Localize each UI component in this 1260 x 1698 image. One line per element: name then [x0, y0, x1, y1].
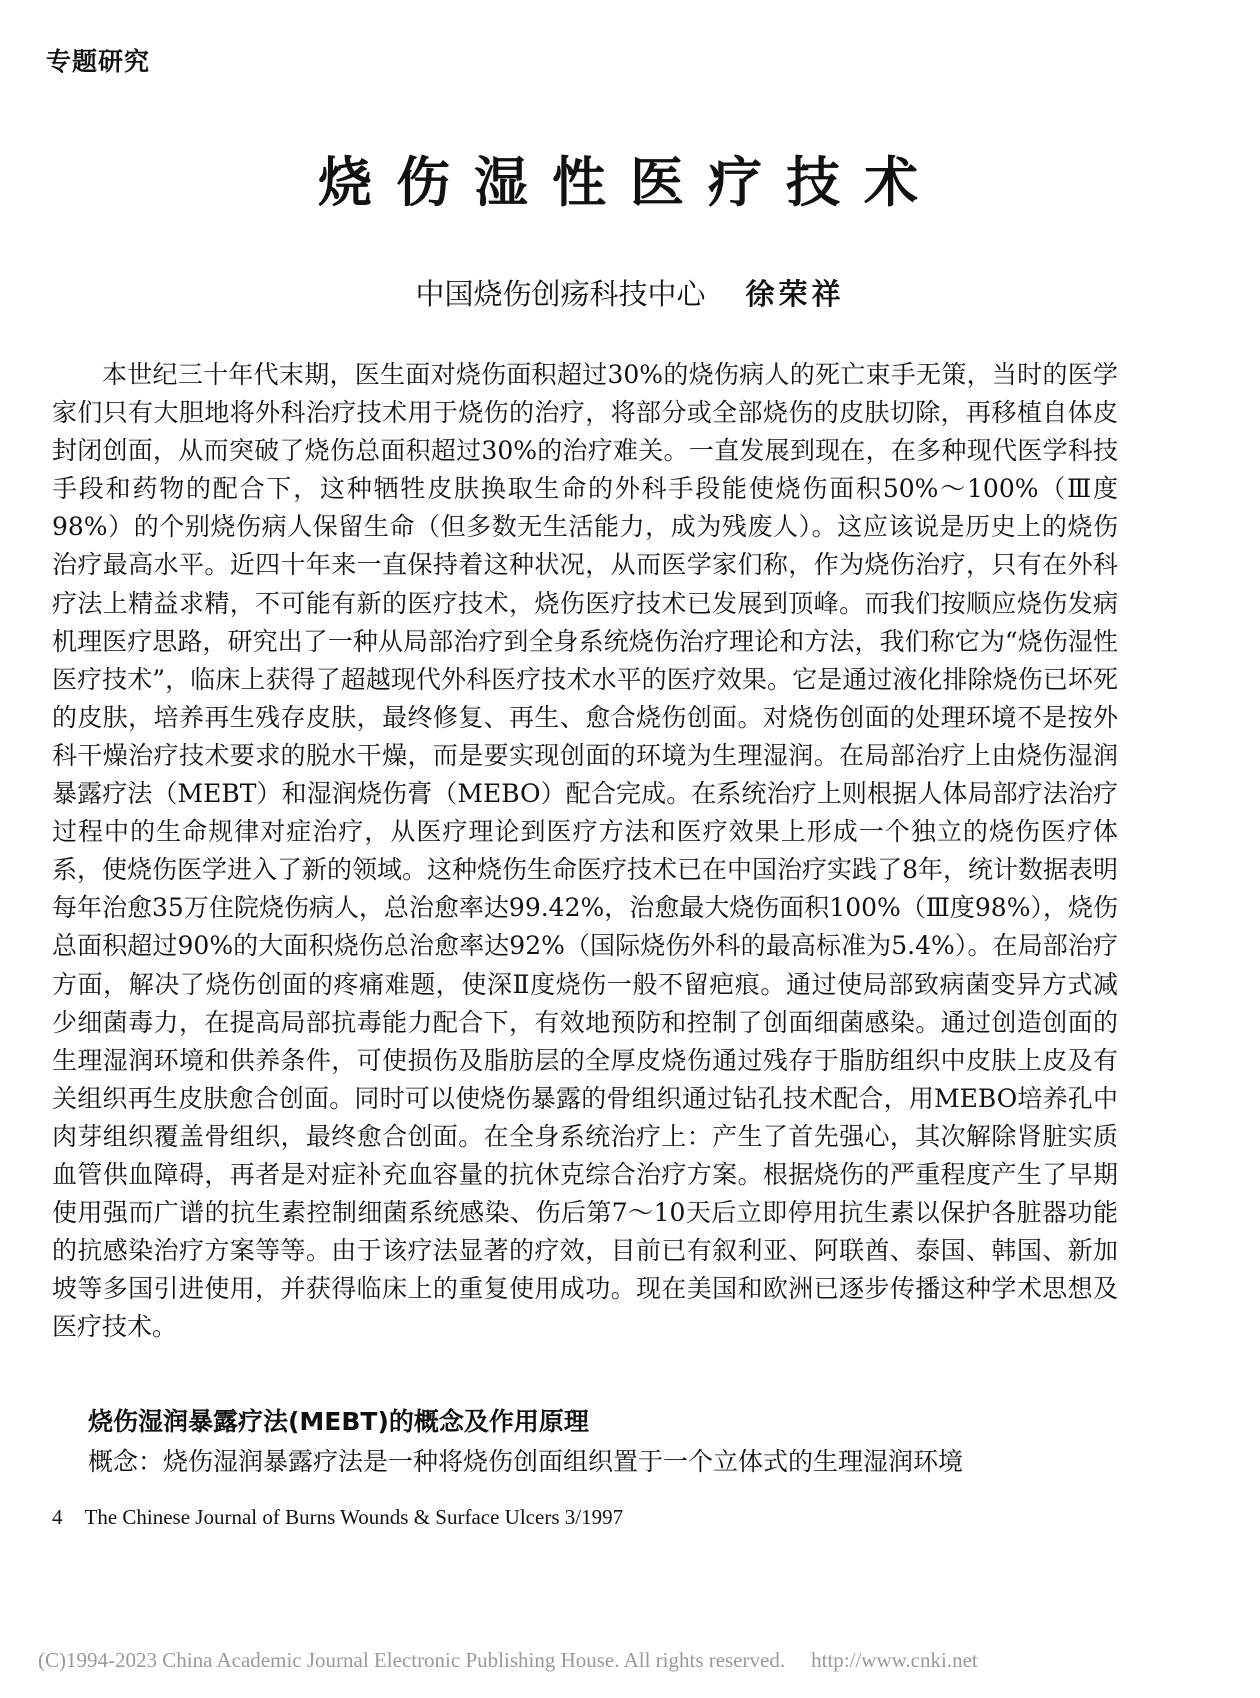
journal-citation: The Chinese Journal of Burns Wounds & Surface Ulcers 3/1997 — [84, 1505, 624, 1529]
byline — [0, 272, 1260, 313]
section-label: 专题研究 — [46, 47, 151, 76]
page-footer — [52, 1505, 623, 1530]
copyright-notice-line — [38, 1648, 978, 1673]
copyright-notice: (C)1994-2023 China Academic Journal Electronic Publishing House. All rights reserved. — [38, 1648, 786, 1672]
concept-text: 概念：烧伤湿润暴露疗法是一种将烧伤创面组织置于一个立体式的生理湿润环境 — [88, 1447, 964, 1476]
author-name: 徐荣祥 — [745, 277, 845, 311]
author-affiliation: 中国烧伤创疡科技中心 — [415, 277, 706, 311]
article-title: 烧伤湿性医疗技术 — [318, 151, 942, 214]
section-heading: 烧伤湿润暴露疗法(MEBT)的概念及作用原理 — [88, 1407, 589, 1436]
publisher-url[interactable]: http://www.cnki.net — [811, 1648, 978, 1672]
page-number: 4 — [52, 1505, 63, 1529]
body-paragraph: 本世纪三十年代末期，医生面对烧伤面积超过30%的烧伤病人的死亡束手无策，当时的医学家们只有大胆地将外科治疗技术用于烧伤的治疗，将部分或全部烧伤的皮肤切除，再移植自体皮封闭创面，从而突破了烧伤总面积超过30%的治疗难关。一直发展到现在，在多种现代医学科技手段和药物的配合下，这种牺牲皮肤换取生命的外科手段能使烧伤面积50%～100%（Ⅲ度98%）的个别烧伤病人保留生命（但多数无生活能力，成为残废人）。这应该说是历史上的烧伤治疗最高水平。近四十年来一直保持着这种状况，从而医学家们称，作为烧伤治疗，只有在外科疗法上精益求精，不可能有新的医疗技术，烧伤医疗技术已发展到顶峰。而我们按顺应烧伤发病机理医疗思路，研究出了一种从局部治疗到全身系统烧伤治疗理论和方法，我们称它为“烧伤湿性医疗技术”，临床上获得了超越现代外科医疗技术水平的医疗效果。它是通过液化排除烧伤已坏死的皮肤，培养再生残存皮肤，最终修复、再生、愈合烧伤创面。对烧伤创面的处理环境不是按外科干燥治疗技术要求的脱水干燥，而是要实现创面的环境为生理湿润。在局部治疗上由烧伤湿润暴露疗法（MEBT）和湿润烧伤膏（MEBO）配合完成。在系统治疗上则根据人体局部疗法治疗过程中的生命规律对症治疗，从医疗理论到医疗方法和医疗效果上形成一个独立的烧伤医疗体系，使烧伤医学进入了新的领域。这种烧伤生命医疗技术已在中国治疗实践了8年，统计数据表明每年治愈35万住院烧伤病人，总治愈率达99.42%，治愈最大烧伤面积100%（Ⅲ度98%），烧伤总面积超过90%的大面积烧伤总治愈率达92%（国际烧伤外科的最高标准为5.4%）。在局部治疗方面，解决了烧伤创面的疼痛难题，使深Ⅱ度烧伤一般不留疤痕。通过使局部致病菌变异方式减少细菌毒力，在提高局部抗毒能力配合下，有效地预防和控制了创面细菌感染。通过创造创面的生理湿润环境和供养条件，可使损伤及脂肪层的全厚皮烧伤通过残存于脂肪组织中皮肤上皮及有关组织再生皮肤愈合创面。同时可以使烧伤暴露的骨组织通过钻孔技术配合，用MEBO培养孔中肉芽组织覆盖骨组织，最终愈合创面。在全身系统治疗上：产生了首先强心，其次解除肾脏实质血管供血障碍，再者是对症补充血容量的抗休克综合治疗方案。根据烧伤的严重程度产生了早期使用强而广谱的抗生素控制细菌系统感染、伤后第7～10天后立即停用抗生素以保护各脏器功能的抗感染治疗方案等等。由于该疗法显著的疗效，目前已有叙利亚、阿联酋、泰国、韩国、新加坡等多国引进使用，并获得临床上的重复使用成功。现在美国和欧洲已逐步传播这种学术思想及医疗技术。 — [52, 360, 1118, 1342]
